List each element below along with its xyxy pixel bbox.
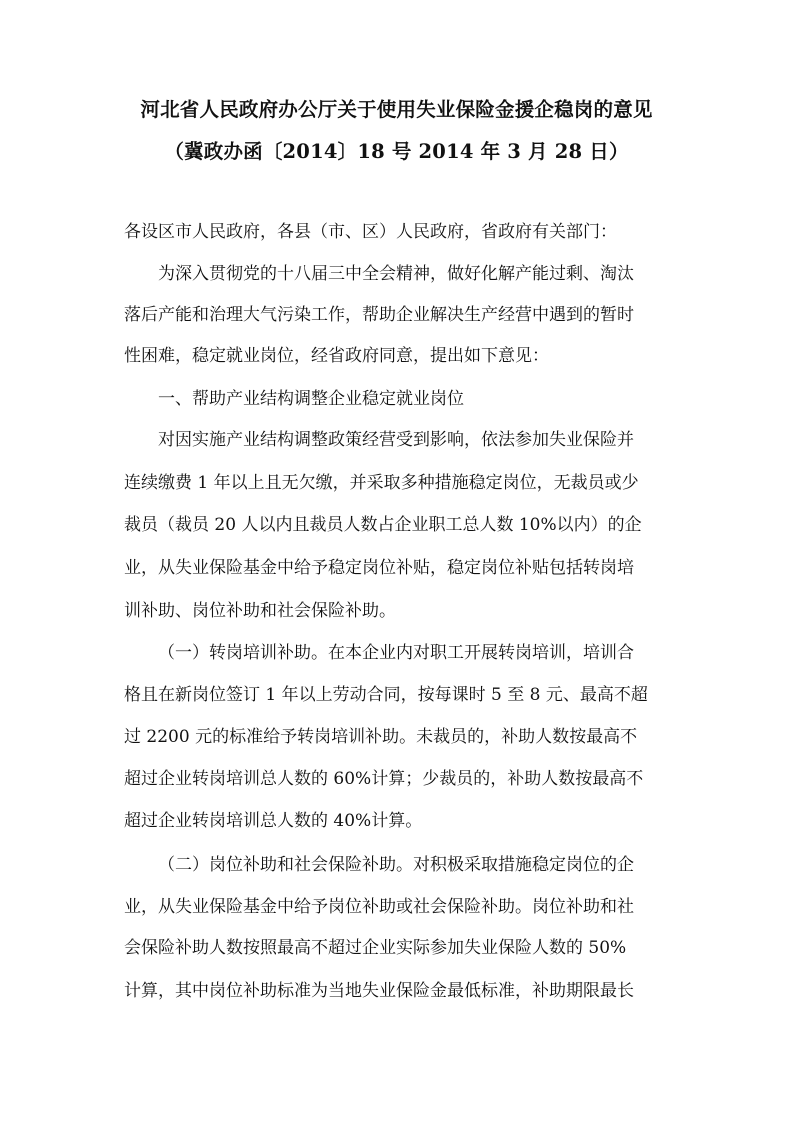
paragraph-line: 训补助、岗位补助和社会保险补助。 [124, 601, 396, 621]
paragraph-line: 计算，其中岗位补助标准为当地失业保险金最低标准，补助期限最长 [124, 981, 634, 1001]
paragraph-line: 业，从失业保险基金中给予稳定岗位补贴，稳定岗位补贴包括转岗培 [124, 558, 634, 578]
paragraph-line: 会保险补助人数按照最高不超过企业实际参加失业保险人数的 50% [124, 938, 627, 958]
paragraph-line: （二）岗位补助和社会保险补助。对积极采取措施稳定岗位的企 [158, 855, 634, 875]
paragraph-line: 连续缴费 1 年以上且无欠缴，并采取多种措施稳定岗位，无裁员或少 [124, 473, 639, 493]
document-subtitle: （冀政办函〔2014〕18 号 2014 年 3 月 28 日） [164, 140, 629, 163]
section-heading: 一、帮助产业结构调整企业稳定就业岗位 [158, 389, 464, 409]
paragraph-line: 落后产能和治理大气污染工作，帮助企业解决生产经营中遇到的暂时 [124, 305, 634, 325]
paragraph-line: （一）转岗培训补助。在本企业内对职工开展转岗培训，培训合 [158, 643, 634, 663]
paragraph-line: 性困难，稳定就业岗位，经省政府同意，提出如下意见： [124, 346, 549, 366]
paragraph-line: 超过企业转岗培训总人数的 40%计算。 [124, 811, 423, 831]
paragraph-line: 业，从失业保险基金中给予岗位补助或社会保险补助。岗位补助和社 [124, 897, 634, 917]
paragraph-line: 格且在新岗位签订 1 年以上劳动合同，按每课时 5 至 8 元、最高不超 [124, 685, 648, 705]
salutation-line: 各设区市人民政府，各县（市、区）人民政府，省政府有关部门： [124, 222, 617, 242]
paragraph-line: 超过企业转岗培训总人数的 60%计算；少裁员的，补助人数按最高不 [124, 769, 644, 789]
paragraph-line: 为深入贯彻党的十八届三中全会精神，做好化解产能过剩、淘汰 [158, 264, 634, 284]
document-title: 河北省人民政府办公厅关于使用失业保险金援企稳岗的意见 [140, 98, 653, 121]
paragraph-line: 过 2200 元的标准给予转岗培训补助。未裁员的，补助人数按最高不 [124, 727, 638, 747]
paragraph-line: 对因实施产业结构调整政策经营受到影响，依法参加失业保险并 [158, 430, 634, 450]
paragraph-line: 裁员（裁员 20 人以内且裁员人数占企业职工总人数 10%以内）的企 [124, 515, 642, 535]
